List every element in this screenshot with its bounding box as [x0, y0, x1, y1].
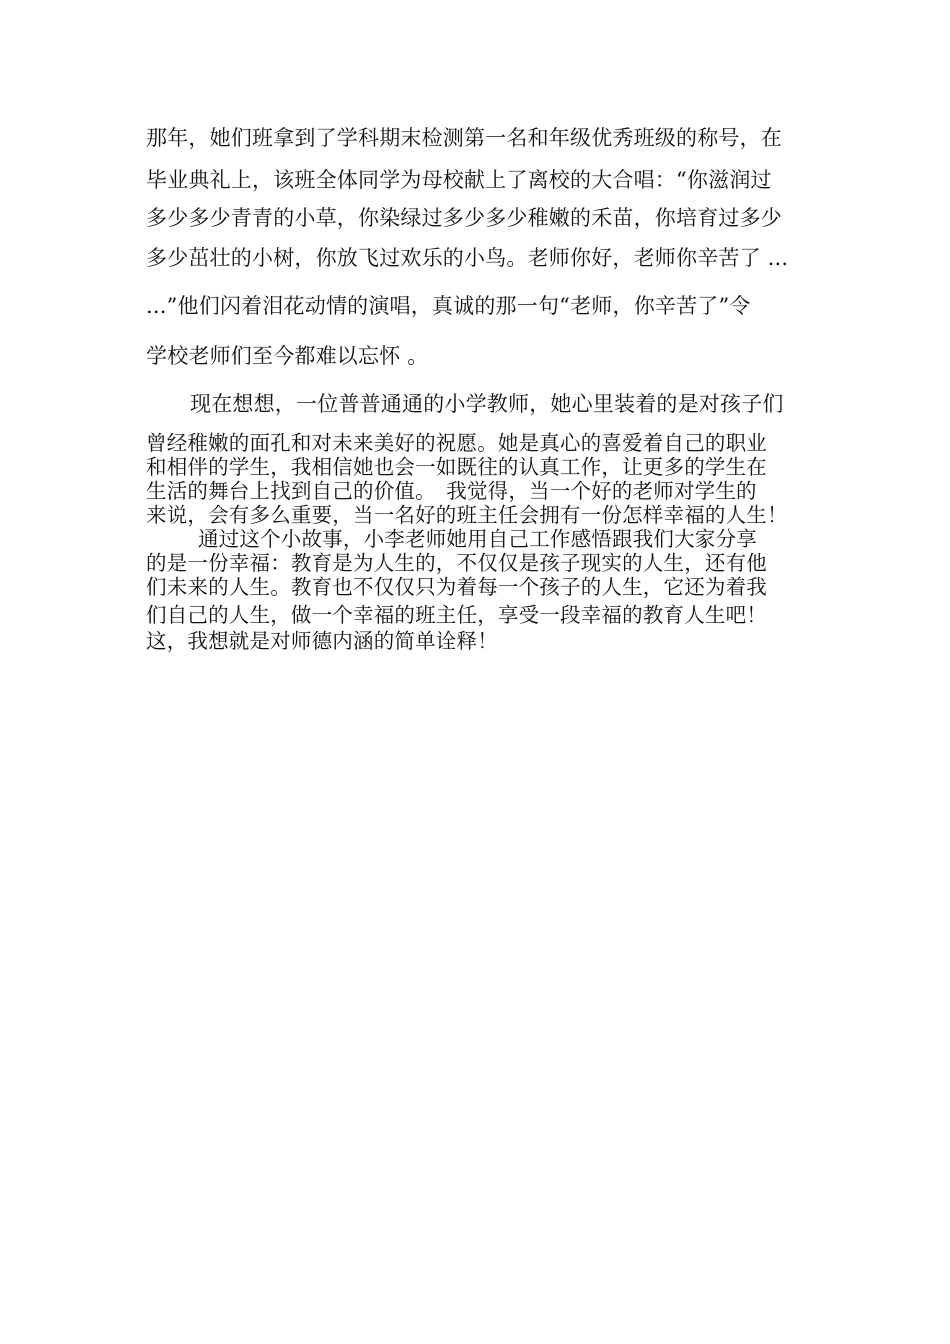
paragraph-line: 多少茁壮的小树，你放飞过欢乐的小鸟。老师你好，老师你辛苦了 ... — [146, 246, 789, 270]
paragraph-line: 毕业典礼上，该班全体同学为母校献上了离校的大合唱：“你滋润过 — [146, 168, 772, 192]
paragraph-line: 的是一份幸福：教育是为人生的，不仅仅是孩子现实的人生，还有他 — [146, 551, 767, 575]
paragraph-line: 现在想想，一位普普通通的小学教师，她心里装着的是对孩子们 — [190, 392, 784, 416]
paragraph-line: 学校老师们至今都难以忘怀 。 — [146, 344, 429, 368]
paragraph-line: 来说，会有多么重要，当一名好的班主任会拥有一份怎样幸福的人生！ — [146, 503, 788, 527]
paragraph-line: 那年，她们班拿到了学科期末检测第一名和年级优秀班级的称号，在 — [146, 126, 782, 150]
paragraph-line: 生活的舞台上找到自己的价值。 我觉得，当一个好的老师对学生的 — [146, 479, 757, 503]
paragraph-line: 这，我想就是对师德内涵的简单诠释！ — [146, 629, 498, 653]
paragraph-line: 多少多少青青的小草，你染绿过多少多少稚嫩的禾苗，你培育过多少 — [146, 206, 782, 230]
paragraph-line: 们未来的人生。教育也不仅仅只为着每一个孩子的人生，它还为着我 — [146, 575, 767, 599]
paragraph-line: 们自己的人生，做一个幸福的班主任，享受一段幸福的教育人生吧！ — [146, 603, 767, 627]
paragraph-line: ...”他们闪着泪花动情的演唱，真诚的那一句“老师，你辛苦了”令 — [146, 294, 751, 318]
paragraph-line: 曾经稚嫩的面孔和对未来美好的祝愿。她是真心的喜爱着自己的职业 — [146, 431, 767, 455]
paragraph-line: 和相伴的学生，我相信她也会一如既往的认真工作，让更多的学生在 — [146, 455, 767, 479]
paragraph-line: 通过这个小故事，小李老师她用自己工作感悟跟我们大家分享 — [198, 527, 757, 551]
